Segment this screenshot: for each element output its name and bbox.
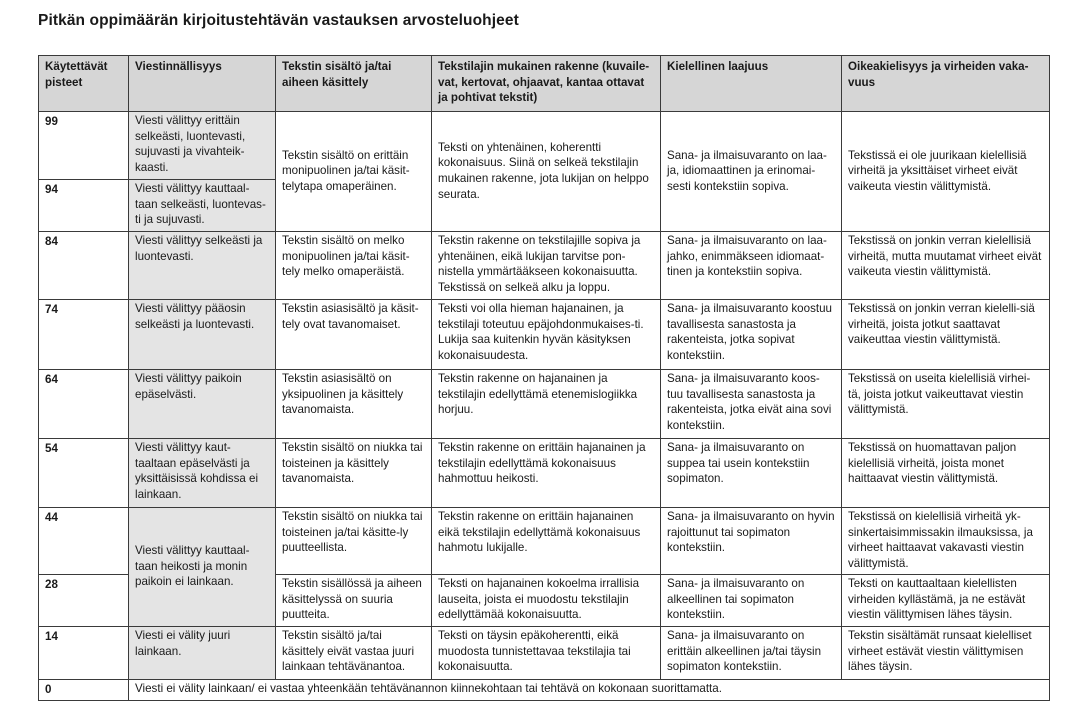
structure-cell: Teksti on täysin epäkoherentti, eikä muodosta tunnistettavaa tekstilajia tai kokonaisuutta. [432, 627, 661, 680]
points-cell: 74 [39, 300, 129, 370]
content-cell: Tekstin asiasisältö on yksipuolinen ja käsittely tavanomaista. [276, 370, 432, 439]
structure-cell: Tekstin rakenne on hajanainen ja tekstilajin edellyttämä etenemislogiikka horjuu. [432, 370, 661, 439]
header-range: Kielellinen laajuus [661, 56, 842, 112]
table-row [39, 232, 1050, 300]
range-cell: Sana- ja ilmaisuvaranto on suppea tai usein kontekstiin sopimaton. [661, 439, 842, 508]
structure-cell: Teksti on hajanainen kokoelma irrallisia lauseita, joista ei muodostu tekstilajin edellyttämää kokonaisuutta. [432, 575, 661, 627]
points-cell: 28 [39, 575, 129, 627]
range-cell: Sana- ja ilmaisuvaranto on laa-jahko, enimmäkseen idiomaat-tinen ja kontekstiin sopiva. [661, 232, 842, 300]
table-row [39, 508, 1050, 575]
table-row [39, 680, 1050, 701]
accuracy-cell: Tekstissä on useita kielellisiä virhei-tä, joista jotkut vaikeuttavat viestin välittymistä. [842, 370, 1050, 439]
table-row [39, 112, 1050, 180]
header-points: Käytettävät pisteet [39, 56, 129, 112]
structure-cell: Teksti on yhtenäinen, koherentti kokonaisuus. Siinä on selkeä tekstilajin mukainen rakenne, jota lukijan on helppo seurata. [432, 112, 661, 232]
table-header-row [39, 56, 1050, 112]
communication-cell: Viesti välittyy pääosin selkeästi ja luontevasti. [129, 300, 276, 370]
points-cell: 94 [39, 180, 129, 232]
accuracy-cell: Tekstissä on huomattavan paljon kielellisiä virheitä, joista monet haittaavat viestin välittymistä. [842, 439, 1050, 508]
accuracy-cell: Tekstissä ei ole juurikaan kielellisiä virheitä ja yksittäiset virheet eivät vaikeuta viestin välittymistä. [842, 112, 1050, 232]
content-cell: Tekstin sisältö on melko monipuolinen ja/tai käsit-tely melko omaperäistä. [276, 232, 432, 300]
range-cell: Sana- ja ilmaisuvaranto on alkeellinen tai sopimaton kontekstiin. [661, 575, 842, 627]
structure-cell: Tekstin rakenne on erittäin hajanainen ja tekstilajin edellyttämä kokonaisuus hahmottuu heikosti. [432, 439, 661, 508]
header-structure: Tekstilajin mukainen rakenne (kuvaile-vat, kertovat, ohjaavat, kantaa ottavat ja pohtivat tekstit) [432, 56, 661, 112]
points-cell: 99 [39, 112, 129, 180]
range-cell: Sana- ja ilmaisuvaranto koostuu tavallisesta sanastosta ja rakenteista, jotka sopivat kontekstiin. [661, 300, 842, 370]
range-cell: Sana- ja ilmaisuvaranto on hyvin rajoittunut tai sopimaton kontekstiin. [661, 508, 842, 575]
accuracy-cell: Tekstin sisältämät runsaat kielelliset virheet estävät viestin välittymisen lähes täysin. [842, 627, 1050, 680]
points-cell: 0 [39, 680, 129, 701]
communication-cell: Viesti välittyy kauttaal-taan heikosti ja monin paikoin ei lainkaan. [129, 508, 276, 627]
points-cell: 44 [39, 508, 129, 575]
communication-cell: Viesti välittyy paikoin epäselvästi. [129, 370, 276, 439]
header-communication: Viestinnällisyys [129, 56, 276, 112]
communication-cell: Viesti välittyy kauttaal-taan selkeästi, luontevas-ti ja sujuvasti. [129, 180, 276, 232]
accuracy-cell: Tekstissä on jonkin verran kielelli-siä virheitä, joista jotkut saattavat vaikeuttaa viestin välittymistä. [842, 300, 1050, 370]
range-cell: Sana- ja ilmaisuvaranto koos-tuu tavallisesta sanastosta ja rakenteista, jotka eivät aina sovi kontekstiin. [661, 370, 842, 439]
header-content: Tekstin sisältö ja/tai aiheen käsittely [276, 56, 432, 112]
points-cell: 14 [39, 627, 129, 680]
accuracy-cell: Teksti on kauttaaltaan kielellisten virheiden kyllästämä, ja ne estävät viestin välittymisen lähes täysin. [842, 575, 1050, 627]
content-cell: Tekstin sisältö on niukka tai toisteinen ja käsittely tavanomaista. [276, 439, 432, 508]
communication-cell: Viesti välittyy kaut-taaltaan epäselvästi ja yksittäisissä kohdissa ei lainkaan. [129, 439, 276, 508]
table-row [39, 300, 1050, 370]
zero-points-cell: Viesti ei välity lainkaan/ ei vastaa yhteenkään tehtävänannon kiinnekohtaan tai tehtävä on kokonaan suorittamatta. [129, 680, 1050, 701]
table-row [39, 439, 1050, 508]
content-cell: Tekstin asiasisältö ja käsit-tely ovat tavanomaiset. [276, 300, 432, 370]
structure-cell: Tekstin rakenne on tekstilajille sopiva ja yhtenäinen, eikä lukijan tarvitse pon-nistella ymmärtääkseen kokonaisuutta. Tekstissä on selkeä alku ja loppu. [432, 232, 661, 300]
communication-cell: Viesti ei välity juuri lainkaan. [129, 627, 276, 680]
accuracy-cell: Tekstissä on jonkin verran kielellisiä virheitä, mutta muutamat virheet eivät vaikeuta viestin välittymistä. [842, 232, 1050, 300]
communication-cell: Viesti välittyy erittäin selkeästi, luontevasti, sujuvasti ja vivahteik-kaasti. [129, 112, 276, 180]
points-cell: 84 [39, 232, 129, 300]
points-cell: 64 [39, 370, 129, 439]
accuracy-cell: Tekstissä on kielellisiä virheitä yk-sinkertaisimmissakin ilmauksissa, ja virheet haittaavat vakavasti viestin välittymistä. [842, 508, 1050, 575]
content-cell: Tekstin sisältö on erittäin monipuolinen ja/tai käsit-telytapa omaperäinen. [276, 112, 432, 232]
content-cell: Tekstin sisällössä ja aiheen käsittelyssä on suuria puutteita. [276, 575, 432, 627]
content-cell: Tekstin sisältö ja/tai käsittely eivät vastaa juuri lainkaan tehtävänantoa. [276, 627, 432, 680]
header-accuracy: Oikeakielisyys ja virheiden vaka-vuus [842, 56, 1050, 112]
table-row [39, 627, 1050, 680]
structure-cell: Teksti voi olla hieman hajanainen, ja tekstilaji toteutuu epäjohdonmukaises-ti. Lukija saa kuitenkin hyvän käsityksen kokonaisuudesta. [432, 300, 661, 370]
content-cell: Tekstin sisältö on niukka tai toisteinen ja/tai käsitte-ly puutteellista. [276, 508, 432, 575]
structure-cell: Tekstin rakenne on erittäin hajanainen eikä tekstilajin edellyttämä kokonaisuus hahmotu lukijalle. [432, 508, 661, 575]
range-cell: Sana- ja ilmaisuvaranto on laa-ja, idiomaattinen ja erinomai-sesti kontekstiin sopiva. [661, 112, 842, 232]
range-cell: Sana- ja ilmaisuvaranto on erittäin alkeellinen ja/tai täysin sopimaton kontekstiin. [661, 627, 842, 680]
table-row [39, 370, 1050, 439]
assessment-table [38, 55, 1050, 701]
page-title: Pitkän oppimäärän kirjoitustehtävän vastauksen arvosteluohjeet [38, 12, 519, 29]
communication-cell: Viesti välittyy selkeästi ja luontevasti. [129, 232, 276, 300]
points-cell: 54 [39, 439, 129, 508]
